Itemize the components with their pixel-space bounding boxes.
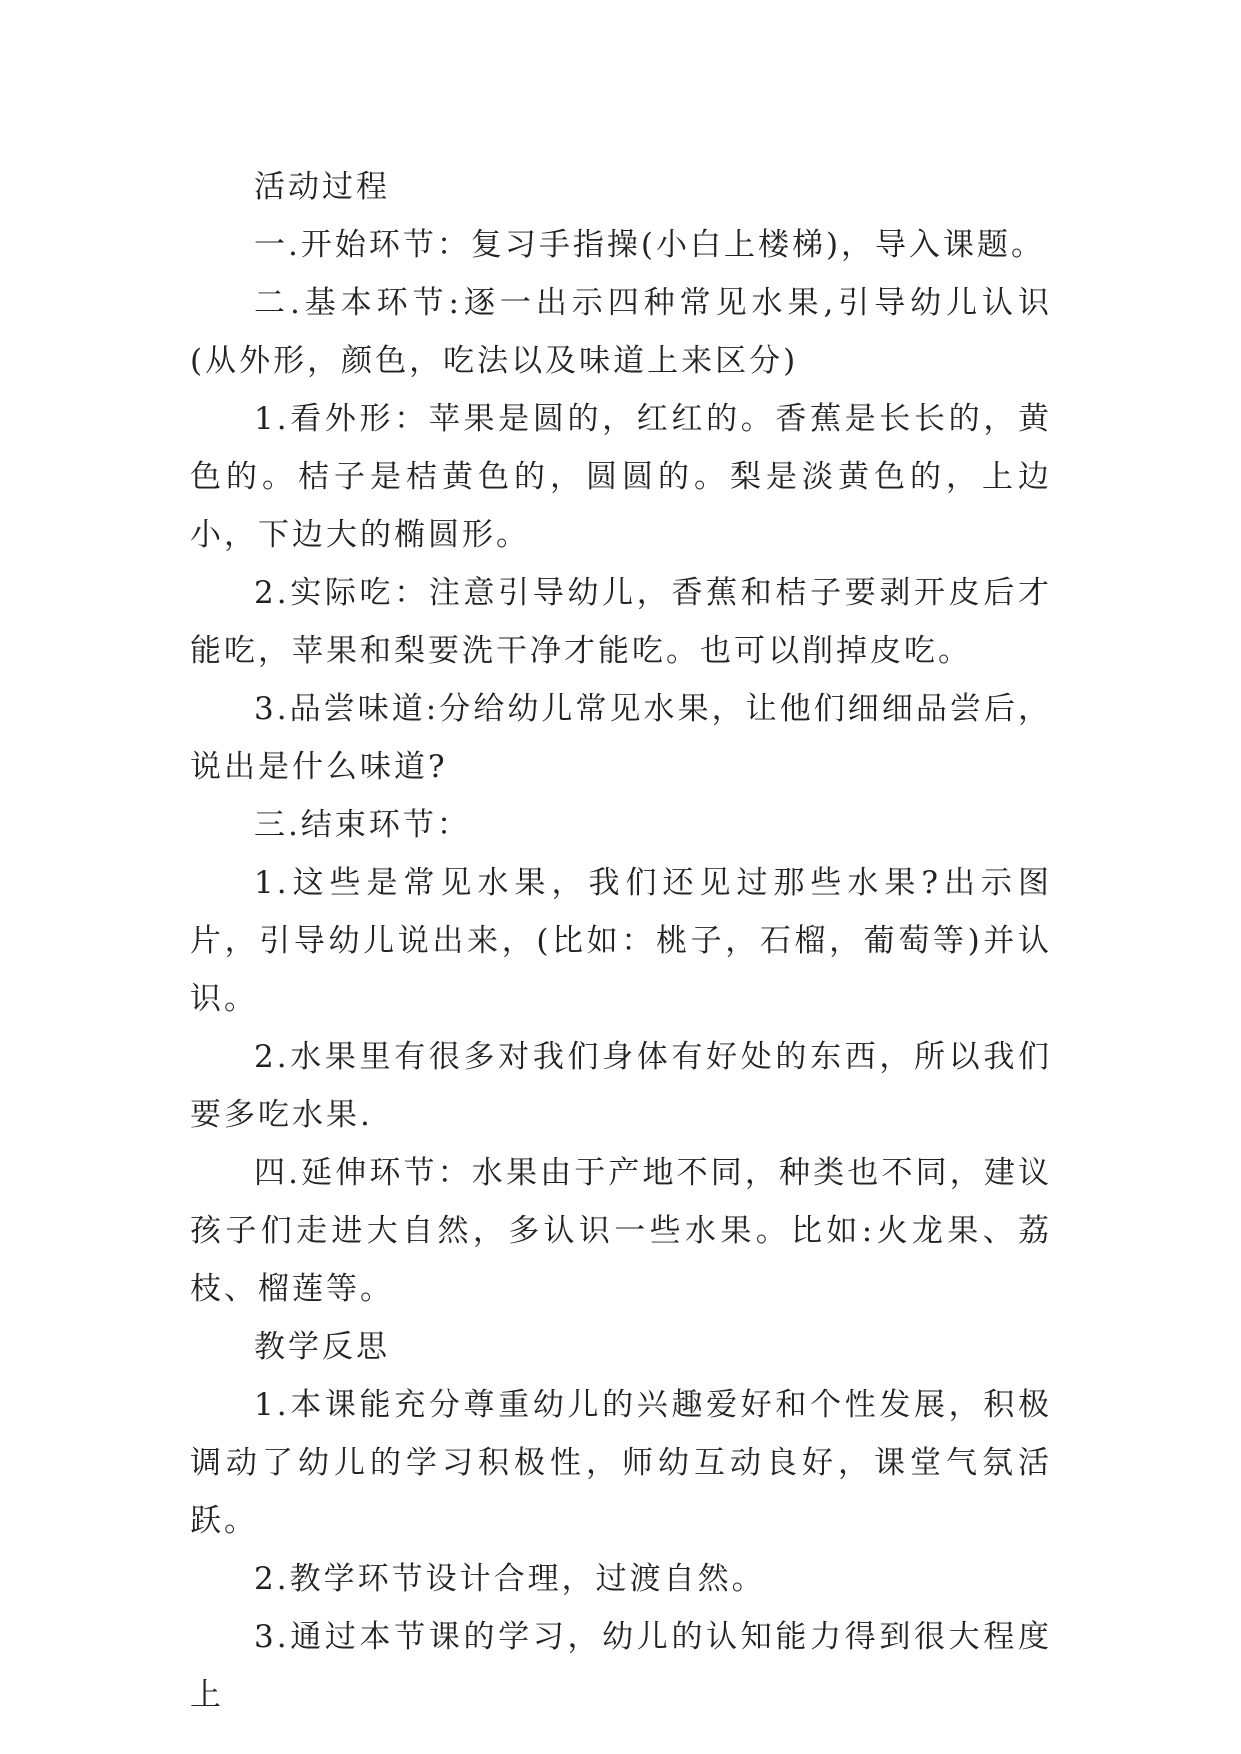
paragraph-eat-more-fruit: 2.水果里有很多对我们身体有好处的东西，所以我们要多吃水果. [190,1039,1052,1133]
paragraph-reflection-1: 1.本课能充分尊重幼儿的兴趣爱好和个性发展，积极调动了幼儿的学习积极性，师幼互动良好，课堂气氛活跃。 [190,1387,1052,1539]
paragraph-look-appearance: 1.看外形：苹果是圆的，红红的。香蕉是长长的，黄色的。桔子是桔黄色的，圆圆的。梨是淡黄色的，上边小，下边大的椭圆形。 [190,401,1052,553]
heading-teaching-reflection: 教学反思 [254,1329,390,1365]
paragraph-basic-stage: 二.基本环节:逐一出示四种常见水果,引导幼儿认识(从外形，颜色，吃法以及味道上来区分) [190,285,1052,379]
document-body [190,158,1052,1724]
paragraph-opening-stage: 一.开始环节：复习手指操(小白上楼梯)，导入课题。 [254,227,1046,263]
paragraph-actual-eating: 2.实际吃：注意引导幼儿，香蕉和桔子要剥开皮后才能吃，苹果和梨要洗干净才能吃。也可以削掉皮吃。 [190,575,1052,669]
paragraph-other-fruits: 1.这些是常见水果，我们还见过那些水果?出示图片，引导幼儿说出来，(比如：桃子，石榴，葡萄等)并认识。 [190,865,1052,1017]
paragraph-reflection-2: 2.教学环节设计合理，过渡自然。 [254,1561,766,1597]
paragraph-reflection-3: 3.通过本节课的学习，幼儿的认知能力得到很大程度上 [190,1619,1052,1713]
paragraph-extension-stage: 四.延伸环节：水果由于产地不同，种类也不同，建议孩子们走进大自然，多认识一些水果。比如:火龙果、荔枝、榴莲等。 [190,1155,1052,1307]
heading-activity-process: 活动过程 [254,169,390,205]
paragraph-ending-stage: 三.结束环节： [254,807,471,843]
paragraph-taste: 3.品尝味道:分给幼儿常见水果，让他们细细品尝后，说出是什么味道? [190,691,1052,785]
